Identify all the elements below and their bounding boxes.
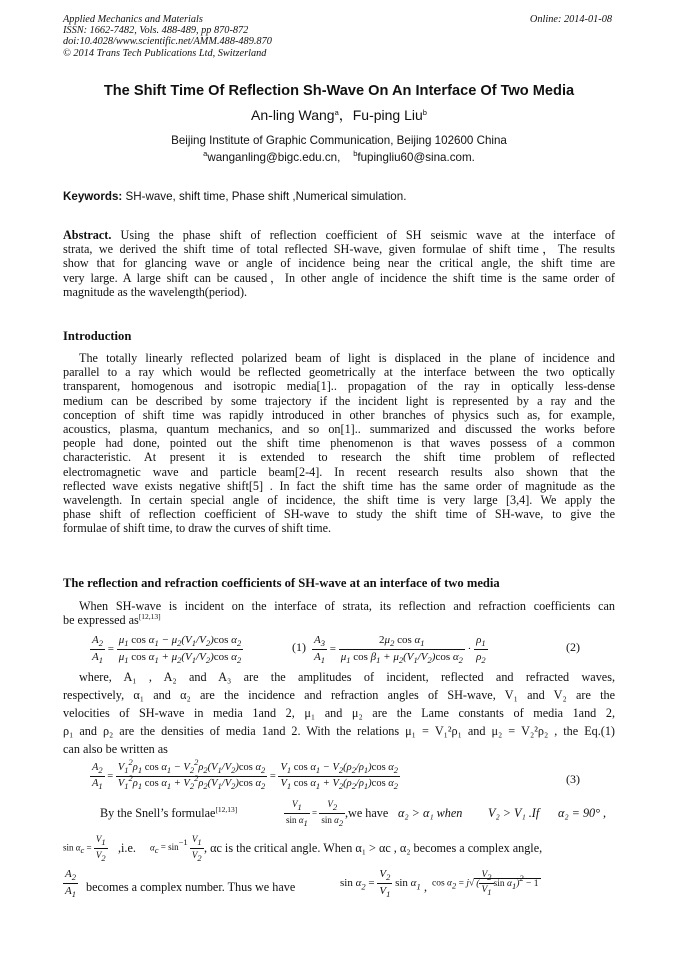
intro-line: parallel to a ray which would be reflected geometrically at the interface between the two optically xyxy=(63,365,615,380)
author-name: Fu-ping Liu xyxy=(352,107,423,123)
keywords-text: SH-wave, shift time, Phase shift ,Numerical simulation. xyxy=(122,190,407,203)
intro-line: conception of shift time was rapidly introduced in other branches of physics such as, for example, xyxy=(63,407,615,422)
journal-line: Applied Mechanics and Materials xyxy=(63,14,203,25)
complex-text: becomes a complex number. Thus we have xyxy=(86,880,296,894)
author-separator: ， xyxy=(338,107,353,123)
equation-1: $\frac{A_2}{A_1}$ = $\frac{\mu_1 \cos \alpha_1 - \mu_2(V_1/V_2)\cos \alpha_2}{\mu_1 \cos \alpha_1 + \mu_2(V_1/V_2)\cos \alpha_2}$ xyxy=(92,634,242,666)
intro-line: formulae of shift time, to draw the curves of shift time. xyxy=(63,521,332,536)
author-superscript: b xyxy=(422,108,427,117)
intro-line: electromagnetic wave and particle beam[2-4]. In recent research results also shown that the xyxy=(63,464,615,479)
journal-line: ISSN: 1662-7482, Vols. 488-489, pp 870-872 xyxy=(63,25,249,37)
snell-formula: $\frac{V_1}{\sin \alpha_1}$ = $\frac{V_2}{\sin \alpha_2}$ xyxy=(286,799,344,828)
equation-number: (1) xyxy=(292,640,306,654)
section2-intro xyxy=(63,599,615,627)
critical-angle-inverse: $\alpha_c = \sin^{-1}$ $\frac{V_1}{V_2}$ xyxy=(150,834,202,863)
where-line: where, A₁ , A₂ and A₃ are the amplitudes of incident, reflected and refracted waves, xyxy=(79,670,615,684)
snell-text: V₂ > V₁ .If xyxy=(488,806,540,820)
section-heading-introduction: Introduction xyxy=(63,329,132,343)
ratio-fraction: $\frac{A_2}{A_1}$ xyxy=(65,868,76,900)
complex-text: , xyxy=(424,880,428,894)
intro-line: phase shift of reflection coefficient of SH-wave to study the shift time of SH-wave, to give the xyxy=(63,507,615,522)
intro-line: acoustics, plasma, quantum mechanics, and so on[1].. summarized and discussed the works before xyxy=(63,421,615,436)
keywords xyxy=(63,190,615,203)
author-list xyxy=(40,105,638,125)
where-line: velocities of SH-wave in media 1and 2, μ₁ and μ₂ are the Lame constants of media 1and 2, xyxy=(63,706,615,720)
citation-ref: [12,13] xyxy=(215,805,238,814)
section2-line: When SH-wave is incident on the interface of strata, its reflection and refraction coefficients can xyxy=(79,599,615,613)
abstract-line: Abstract. Using the phase shift of reflection coefficient of SH seismic wave at the interface of xyxy=(63,228,615,242)
critical-angle-formula: $\sin \alpha_c$ = $\frac{V_1}{V_2}$ xyxy=(63,834,106,863)
sin-alpha2-formula: $\sin \alpha_2$ = $\frac{V_2}{V_1}$ $\sin \alpha_1$ xyxy=(340,868,421,900)
introduction-body xyxy=(63,351,615,535)
intro-line: reflected wave exists negative shift[5] . In fact the shift time has the same order of magnitude as the xyxy=(63,478,615,493)
equation-number: (3) xyxy=(566,772,580,786)
citation-ref: [12,13] xyxy=(138,612,161,622)
equation-3: $\frac{A_2}{A_1}$ = $\frac{V_1^2\rho_1 \cos \alpha_1 - V_2^2\rho_2(V_1/V_2)\cos \alpha_2}{V_1^2\rho_1 \cos \alpha_1 + V_2^2\rho_2(V_1/V_2)\cos \alpha_2}$ = $\frac{V_1 \cos \alpha_1 - V_2(\rho_2/\rho_1)\cos \alpha_2}{V_1 \cos \alpha_1 + V_2(\rho_2/\rho_1)\cos \alpha_2}$ xyxy=(92,757,399,792)
paper-title: The Shift Time Of Reflection Sh-Wave On An Interface Of Two Media xyxy=(103,83,575,99)
abstract-line: show that for glancing wave or angle of incidence being near the critical angle, the shift time are xyxy=(63,256,615,271)
critical-text: ,i.e. xyxy=(118,841,136,855)
intro-line: transparent, homogenous and isotropic media[1].. propagation of the ray in optically less-dense xyxy=(63,379,615,394)
cos-alpha2-formula: $\cos \alpha_2 = j√$ ( $\frac{V_2}{V_1}$ $\sin \alpha_1)^2 - 1$ xyxy=(432,870,539,897)
intro-line: medium can be described by some trajectory if the incident light is represented by a ray and the xyxy=(63,393,615,408)
keywords-label: Keywords: xyxy=(63,190,123,203)
affiliation: Beijing Institute of Graphic Communication, Beijing 102600 China xyxy=(171,134,507,147)
equation-number: (2) xyxy=(566,640,580,654)
abstract xyxy=(63,228,615,299)
email-link[interactable]: wanganling@bigc.edu.cn, xyxy=(207,151,341,164)
where-line: ρ₁ and ρ₂ are the densities of media 1and 2. With the relations μ₁ = V₁²ρ₁ and μ₂ = V₂²ρ₂ , the Eq.(1) xyxy=(63,724,615,738)
intro-line: people had done, pointed out the shift time phenomenon is that waves possess of a common xyxy=(63,436,615,451)
section-heading-coefficients: The reflection and refraction coefficients of SH-wave at an interface of two media xyxy=(63,576,500,590)
equation-2: $\frac{A_3}{A_1}$ = $\frac{2\mu_2 \cos \alpha_1}{\mu_1 \cos \beta_1 + \mu_2(V_1/V_2)\cos \alpha_2}$ · $\frac{\rho_1}{\rho_2}$ xyxy=(314,634,486,666)
online-date: Online: 2014-01-08 xyxy=(529,14,612,25)
intro-line: The totally linearly reflected polarized beam of light is displaced in the plane of incidence and xyxy=(79,351,615,365)
email-link[interactable]: fupingliu60@sina.com. xyxy=(357,151,475,164)
author-superscript: a xyxy=(334,108,339,117)
journal-line: © 2014 Trans Tech Publications Ltd, Switzerland xyxy=(63,47,267,59)
section2-line: be expressed as[12,13] xyxy=(63,612,161,628)
abstract-line: very large. A large shift can be caused，In other angle of incidence the shift time is the same order of xyxy=(63,270,615,285)
abstract-line: magnitude as the wavelength(period). xyxy=(63,284,248,299)
where-paragraph xyxy=(63,668,615,754)
journal-line: doi:10.4028/www.scientific.net/AMM.488-489.870 xyxy=(63,36,272,48)
abstract-line: strata, we derived the shift time of total reflected SH-wave, given formulae of shift time，The results xyxy=(63,242,615,257)
snell-text: α₂ > α₁ when xyxy=(398,806,463,820)
abstract-label: Abstract. xyxy=(63,228,112,242)
intro-line: characteristic. At present it is extended to research the shift time problem of reflected xyxy=(63,450,615,465)
snell-text: By the Snell’s formulae[12,13] xyxy=(100,805,238,820)
journal-info xyxy=(63,14,272,59)
author-emails xyxy=(40,151,638,164)
critical-text: , αc is the critical angle. When α₁ > αc , α₂ becomes a complex angle, xyxy=(204,841,543,855)
email-superscript: b xyxy=(353,149,358,158)
where-line: can also be written as xyxy=(63,742,168,756)
where-line: respectively, α₁ and α₂ are the incidence and refraction angles of SH-wave, V₁ and V₂ are the xyxy=(63,688,615,702)
email-superscript: a xyxy=(203,149,208,158)
snell-text: α₂ = 90° , xyxy=(558,806,607,820)
snell-text: ,we have xyxy=(345,806,389,820)
intro-line: wavelength. In certain special angle of incidence, the shift time is very large [3,4]. We apply the xyxy=(63,492,615,507)
author-name: An-ling Wang xyxy=(251,107,335,123)
